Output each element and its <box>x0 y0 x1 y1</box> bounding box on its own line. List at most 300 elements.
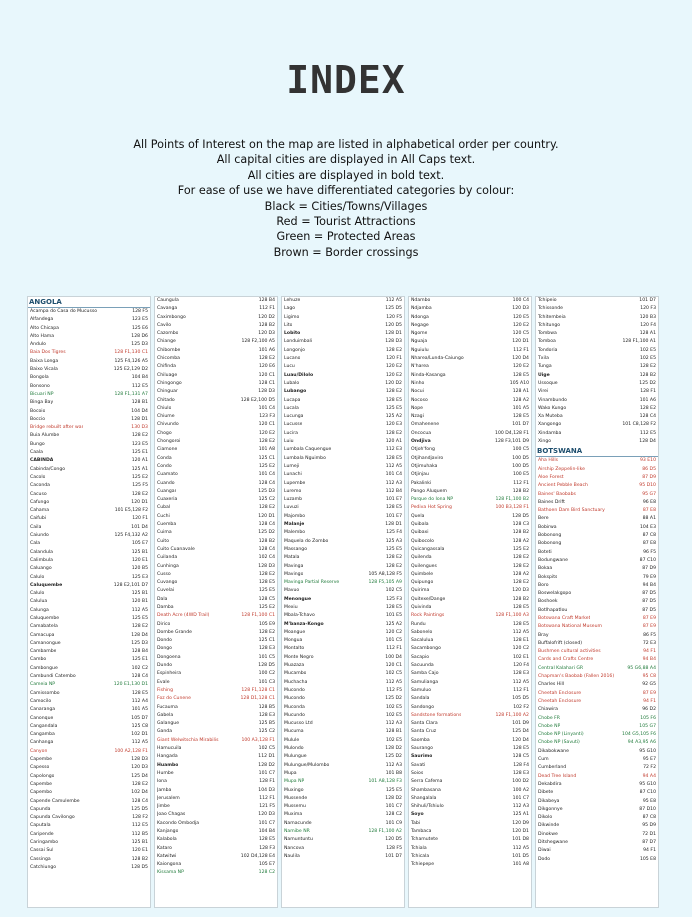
index-entry <box>536 648 658 656</box>
index-entry <box>536 413 658 421</box>
entry-page-ref: 128 E2 <box>385 389 402 395</box>
entry-page-ref: 125 F4 <box>386 530 402 536</box>
entry-name: Cum <box>538 757 549 763</box>
entry-page-ref: 101 D4 <box>131 524 148 530</box>
index-entry <box>155 795 277 803</box>
index-entry <box>536 532 658 540</box>
entry-name: Capesso <box>30 765 50 771</box>
index-entry <box>282 679 404 687</box>
entry-page-ref: 112 F1 <box>259 795 275 801</box>
entry-page-ref: 128 D3 <box>385 339 402 345</box>
entry-name: Tchiala <box>411 845 427 851</box>
entry-page-ref: 112 D1 <box>258 754 275 760</box>
entry-name: Calimbula <box>30 557 53 563</box>
index-entry <box>409 820 531 828</box>
entry-name: Buia Alumbe <box>30 433 60 439</box>
entry-page-ref: 125 E5 <box>258 588 275 594</box>
entry-name: Vinambundo <box>538 397 567 403</box>
entry-name: Baia Dos Tigres <box>30 350 66 356</box>
index-entry <box>28 640 150 648</box>
entry-page-ref: 102 E5 <box>385 712 402 718</box>
index-entry <box>282 712 404 720</box>
index-entry <box>536 839 658 847</box>
entry-page-ref: 120 D3 <box>258 331 275 337</box>
index-entry <box>409 488 531 496</box>
index-entry <box>155 438 277 446</box>
index-entry <box>409 355 531 363</box>
entry-name: Alto Chicapa <box>30 325 59 331</box>
entry-name: Otjoh'fong <box>411 447 435 453</box>
entry-page-ref: 105 D5 <box>512 696 529 702</box>
entry-page-ref: 102 E1 <box>512 654 529 660</box>
index-entry <box>536 330 658 338</box>
index-entry <box>282 745 404 753</box>
entry-name: Camocilo <box>30 698 52 704</box>
index-entry <box>28 864 150 872</box>
intro-line: For ease of use we have differentiated categories by colour: <box>177 184 515 198</box>
index-entry <box>409 513 531 521</box>
entry-name: Sacalulua <box>411 638 434 644</box>
entry-name: Sandstone formations <box>411 712 462 718</box>
index-entry <box>28 557 150 565</box>
entry-page-ref: 125 A1 <box>512 812 529 818</box>
index-entry <box>409 828 531 836</box>
index-entry <box>282 811 404 819</box>
entry-name: Mavinga Partial Reserve <box>284 580 340 586</box>
index-entry <box>155 629 277 637</box>
index-entry <box>536 856 658 864</box>
index-entry <box>282 305 404 313</box>
entry-page-ref: 128 E2 <box>385 555 402 561</box>
entry-page-ref: 87 D10 <box>639 806 656 812</box>
entry-page-ref: 112 A3 <box>385 762 402 768</box>
entry-name: Virei <box>538 389 549 395</box>
entry-name: Quela <box>411 513 425 519</box>
entry-page-ref: 120 D1 <box>512 829 529 834</box>
index-entry <box>155 538 277 546</box>
entry-page-ref: 100 B3,128 F1 <box>495 505 529 511</box>
index-entry <box>282 372 404 380</box>
entry-name: Hangada <box>157 754 178 760</box>
index-entry <box>28 748 150 756</box>
entry-page-ref: 120 E1 <box>131 557 148 563</box>
entry-page-ref: 120 E3 <box>385 422 402 428</box>
entry-name: Sacapio <box>411 654 430 660</box>
entry-name: Monte Negro <box>284 654 314 660</box>
entry-name: Chicomba <box>157 356 180 362</box>
index-entry <box>155 753 277 761</box>
entry-page-ref: 125 C1 <box>258 638 275 644</box>
entry-page-ref: 120 B5 <box>131 566 148 572</box>
entry-name: Camissombo <box>30 690 60 696</box>
entry-page-ref: 120 C2 <box>512 646 529 652</box>
index-entry <box>155 654 277 662</box>
entry-name: Bray <box>538 632 549 638</box>
index-entry <box>536 590 658 598</box>
index-entry <box>536 656 658 664</box>
entry-name: Dikabeya <box>538 798 560 804</box>
entry-page-ref: 96 F5 <box>643 549 656 555</box>
entry-name: Botlhapatlou <box>538 607 568 613</box>
entry-name: Cuamato <box>157 472 178 478</box>
entry-page-ref: 120 C2 <box>385 629 402 635</box>
index-entry <box>155 728 277 736</box>
entry-name: Caifubi <box>30 516 47 522</box>
entry-name: Lumbala Caquengue <box>284 447 332 453</box>
entry-page-ref: 128 B1 <box>385 729 402 735</box>
index-entry <box>409 679 531 687</box>
entry-name: Dikolo <box>538 815 553 821</box>
entry-page-ref: 128 E3 <box>258 712 275 718</box>
index-entry <box>536 482 658 490</box>
entry-page-ref: 72 E3 <box>642 640 656 646</box>
index-entry <box>536 405 658 413</box>
entry-name: Samulianga <box>411 679 439 685</box>
entry-page-ref: 95 G7 <box>642 491 656 497</box>
index-entry <box>409 720 531 728</box>
entry-page-ref: 101 C7 <box>512 795 529 801</box>
entry-page-ref: 101 C7 <box>258 820 275 826</box>
entry-name: Mussemu <box>284 804 306 810</box>
entry-page-ref: 95 E7 <box>642 757 656 763</box>
index-entry <box>155 413 277 421</box>
entry-name: Quilengues <box>411 563 437 569</box>
entry-page-ref: 120 B3 <box>639 314 656 320</box>
index-entry <box>282 397 404 405</box>
index-entry <box>409 397 531 405</box>
index-entry <box>155 546 277 554</box>
index-entry <box>282 645 404 653</box>
entry-page-ref: 128 D1 <box>385 331 402 337</box>
entry-name: Cangandala <box>30 723 58 729</box>
entry-page-ref: 125 D4 <box>512 729 529 735</box>
index-entry <box>155 637 277 645</box>
index-entry <box>282 297 404 305</box>
index-entry <box>282 314 404 322</box>
entry-name: Bobonong <box>538 533 562 539</box>
entry-page-ref: 128 D5 <box>131 864 148 870</box>
entry-page-ref: 100 D5 <box>512 463 529 469</box>
index-entry <box>409 496 531 504</box>
entry-name: Dikabokwane <box>538 748 569 754</box>
index-entry <box>409 637 531 645</box>
index-entry <box>282 388 404 396</box>
entry-name: Lucano <box>284 356 301 362</box>
entry-page-ref: 123 E5 <box>131 441 148 447</box>
entry-name: Quicangassala <box>411 546 445 552</box>
entry-page-ref: 120 C1 <box>385 663 402 669</box>
entry-page-ref: 120 E2 <box>258 430 275 436</box>
entry-name: Capende Camulembe <box>30 798 80 804</box>
entry-name: Negage <box>411 322 429 328</box>
entry-name: Santa Clara <box>411 721 438 727</box>
entry-name: Calunga <box>30 607 49 613</box>
entry-name: Canonque <box>30 715 54 721</box>
entry-name: Nzagi <box>411 414 424 420</box>
entry-name: Ligimo <box>284 314 300 320</box>
entry-name: Capunda <box>30 806 51 812</box>
entry-name: Cambundi Catembo <box>30 674 76 680</box>
index-entry <box>536 565 658 573</box>
entry-page-ref: 128 C2 <box>258 870 275 876</box>
index-entry <box>409 778 531 786</box>
entry-name: Namuntuntu <box>284 837 313 843</box>
entry-name: Quibaxi <box>411 530 429 536</box>
index-entry <box>536 491 658 499</box>
entry-name: Quibala <box>411 522 429 528</box>
entry-page-ref: 101 D5 <box>512 853 529 859</box>
entry-name: Tondoria <box>538 347 558 353</box>
entry-page-ref: 128 F1,100 A3 <box>495 613 529 619</box>
entry-name: Bokaa <box>538 566 553 572</box>
entry-page-ref: 104 G5,105 F6 <box>622 732 656 738</box>
entry-page-ref: 128 B2 <box>512 596 529 602</box>
index-entry <box>409 446 531 454</box>
entry-page-ref: 100 C2 <box>258 671 275 677</box>
entry-name: Boteti <box>538 549 552 555</box>
entry-name: Namacunde <box>284 820 312 826</box>
entry-name: Matala <box>284 555 300 561</box>
entry-page-ref: 112 B4 <box>385 488 402 494</box>
index-entry <box>536 388 658 396</box>
entry-name: Chiange <box>157 339 176 345</box>
entry-name: Catchiungo <box>30 864 57 870</box>
entry-name: Shambasana <box>411 787 441 793</box>
entry-page-ref: 101 A6 <box>258 347 275 353</box>
entry-page-ref: 87 C8 <box>642 533 656 539</box>
entry-page-ref: 128 A2 <box>512 538 529 544</box>
entry-page-ref: 128 E5 <box>512 372 529 378</box>
entry-name: Ninho <box>411 380 425 386</box>
entry-page-ref: 125 C1 <box>258 455 275 461</box>
index-entry <box>536 363 658 371</box>
index-entry <box>155 869 277 877</box>
entry-name: Jerusalem <box>157 795 180 801</box>
entry-name: Longonjo <box>284 347 305 353</box>
index-entry <box>282 753 404 761</box>
index-entry <box>282 637 404 645</box>
index-entry <box>28 507 150 515</box>
entry-page-ref: 102 F2 <box>513 704 529 710</box>
index-entry <box>282 480 404 488</box>
entry-page-ref: 120 C5 <box>512 331 529 337</box>
entry-name: Tchissonde <box>538 306 563 312</box>
index-entry <box>282 504 404 512</box>
entry-name: Cuaxeria <box>157 497 178 503</box>
index-entry <box>409 670 531 678</box>
entry-name: Baixo Vicala <box>30 367 58 373</box>
entry-name: Dikgonnye <box>538 806 563 812</box>
entry-page-ref: 101 E5,128 F2 <box>114 508 148 514</box>
entry-page-ref: 94 A3,95 A6 <box>627 740 656 746</box>
entry-page-ref: 112 E5 <box>131 823 148 829</box>
entry-page-ref: 125 F3 <box>386 596 402 602</box>
index-entry <box>536 438 658 446</box>
index-entry <box>155 504 277 512</box>
entry-page-ref: 128 E2,101 D7 <box>113 582 148 588</box>
entry-page-ref: 102 C5 <box>385 588 402 594</box>
entry-name: Oncocua <box>411 430 432 436</box>
entry-name: Mulule <box>284 737 300 743</box>
entry-name: Camanongue <box>30 640 61 646</box>
index-entry <box>409 811 531 819</box>
entry-page-ref: 95 C8 <box>642 674 656 680</box>
entry-page-ref: 125 E5 <box>385 787 402 793</box>
entry-page-ref: 102 C5 <box>385 671 402 677</box>
entry-name: Canyon <box>30 748 48 754</box>
index-entry <box>28 308 150 316</box>
index-entry <box>536 557 658 565</box>
entry-name: Otjimuhaka <box>411 463 438 469</box>
intro-text <box>0 137 692 260</box>
entry-name: Bodungwane <box>538 557 568 563</box>
index-entry <box>536 322 658 330</box>
entry-page-ref: 128 F3,101 D9 <box>495 439 529 445</box>
index-entry <box>536 314 658 322</box>
index-entry <box>282 322 404 330</box>
entry-page-ref: 87 D5 <box>642 599 656 605</box>
entry-name: Cambo <box>30 657 47 663</box>
index-entry <box>536 640 658 648</box>
entry-name: Quitexe/Dange <box>411 596 446 602</box>
index-entry <box>155 563 277 571</box>
entry-name: Baines Drift <box>538 499 565 505</box>
entry-name: Boccio <box>30 416 46 422</box>
entry-name: Canhanga <box>30 740 54 746</box>
entry-name: Shihuli/Tshiulo <box>411 804 444 810</box>
entry-name: Caximbongo <box>157 314 186 320</box>
entry-page-ref: 120 E2 <box>385 372 402 378</box>
entry-name: Pango Aluquem <box>411 488 447 494</box>
entry-page-ref: 101 C4 <box>258 472 275 478</box>
entry-name: Joao Chagas <box>157 812 186 818</box>
entry-name: Wako Kungo <box>538 405 567 411</box>
entry-name: Caluango <box>30 566 52 572</box>
entry-name: Caila <box>30 524 42 530</box>
entry-page-ref: 120 E1,130 D1 <box>113 682 148 688</box>
entry-page-ref: 94 B4 <box>642 582 656 588</box>
entry-name: Boswelakgopo <box>538 591 572 597</box>
entry-page-ref: 125 D2 <box>385 754 402 760</box>
index-entry <box>409 737 531 745</box>
entry-name: Chivundo <box>157 422 179 428</box>
entry-name: Capembe <box>30 757 52 763</box>
entry-name: Xa Muteba <box>538 414 563 420</box>
entry-name: Moangue <box>284 629 306 635</box>
index-entry <box>409 305 531 313</box>
index-entry <box>28 482 150 490</box>
entry-page-ref: 128 B4 <box>258 298 275 303</box>
entry-page-ref: 112 F1 <box>513 480 529 486</box>
entry-page-ref: 120 D1 <box>512 339 529 345</box>
entry-page-ref: 128 E2 <box>258 571 275 577</box>
entry-name: Tambaca <box>411 829 432 834</box>
index-entry <box>155 496 277 504</box>
entry-page-ref: 87 D9 <box>642 474 656 480</box>
entry-page-ref: 112 A5 <box>385 463 402 469</box>
index-entry <box>155 488 277 496</box>
index-entry <box>409 438 531 446</box>
entry-page-ref: 128 C5 <box>258 596 275 602</box>
entry-page-ref: 100 A2 <box>512 787 529 793</box>
entry-page-ref: 125 E2 <box>131 474 148 480</box>
entry-name: Lucapa <box>284 397 301 403</box>
country-heading: ANGOLA <box>28 297 150 308</box>
index-entry <box>155 587 277 595</box>
entry-name: Sandongo <box>411 704 435 710</box>
entry-name: Cuilanda <box>157 555 178 561</box>
entry-page-ref: 120 E5 <box>512 314 529 320</box>
entry-page-ref: 128 E2 <box>258 505 275 511</box>
entry-page-ref: 130 D3 <box>131 425 148 431</box>
index-entry <box>155 471 277 479</box>
entry-name: Dekabdira <box>538 781 562 787</box>
entry-page-ref: 112 A3 <box>385 480 402 486</box>
index-entry <box>536 748 658 756</box>
entry-page-ref: 100 D4 <box>385 654 402 660</box>
entry-name: Mupa NP <box>284 779 305 785</box>
index-entry <box>155 836 277 844</box>
entry-name: Naulila <box>284 853 300 859</box>
index-entry <box>155 604 277 612</box>
index-entry <box>282 571 404 579</box>
entry-page-ref: 112 B5 <box>131 831 148 837</box>
entry-page-ref: 128 B2 <box>512 488 529 494</box>
index-entry <box>409 322 531 330</box>
index-entry <box>155 745 277 753</box>
entry-page-ref: 94 B4 <box>642 657 656 663</box>
index-entry <box>28 781 150 789</box>
index-entry <box>409 529 531 537</box>
index-entry <box>536 731 658 739</box>
entry-page-ref: 101 C9 <box>385 820 402 826</box>
entry-name: Ciamone <box>157 447 178 453</box>
entry-name: Otjihandjaviro <box>411 455 444 461</box>
entry-page-ref: 128 E5 <box>385 505 402 511</box>
entry-name: Gabela <box>157 712 174 718</box>
entry-name: Maquela do Zombo <box>284 538 329 544</box>
entry-page-ref: 101 A8 <box>512 862 529 868</box>
entry-page-ref: 120 E2 <box>512 364 529 370</box>
index-entry <box>282 330 404 338</box>
entry-page-ref: 128 E3 <box>512 671 529 677</box>
entry-name: Shangalala <box>411 795 437 801</box>
entry-page-ref: 128 A1 <box>639 331 656 337</box>
entry-name: Quirima <box>411 588 430 594</box>
entry-name: Cacolo <box>30 474 46 480</box>
entry-name: Otjinjau <box>411 472 429 478</box>
entry-page-ref: 112 A5 <box>385 679 402 685</box>
entry-page-ref: 105 A10 <box>509 380 529 386</box>
index-entry <box>155 861 277 869</box>
entry-page-ref: 101 A8 <box>258 447 275 453</box>
index-entry <box>28 681 150 689</box>
index-entry <box>282 471 404 479</box>
index-entry <box>282 579 404 587</box>
entry-name: Andulo <box>30 342 46 348</box>
entry-name: Caputala <box>30 823 51 829</box>
index-entry <box>409 405 531 413</box>
entry-page-ref: 125 A1 <box>131 466 148 472</box>
entry-name: Capunda Cavilongo <box>30 815 75 821</box>
index-entry <box>28 731 150 739</box>
index-entry <box>282 563 404 571</box>
index-entry <box>28 715 150 723</box>
entry-page-ref: 128 E2 <box>639 364 656 370</box>
entry-page-ref: 100 E5 <box>512 472 529 478</box>
index-entry <box>409 687 531 695</box>
index-entry <box>536 524 658 532</box>
